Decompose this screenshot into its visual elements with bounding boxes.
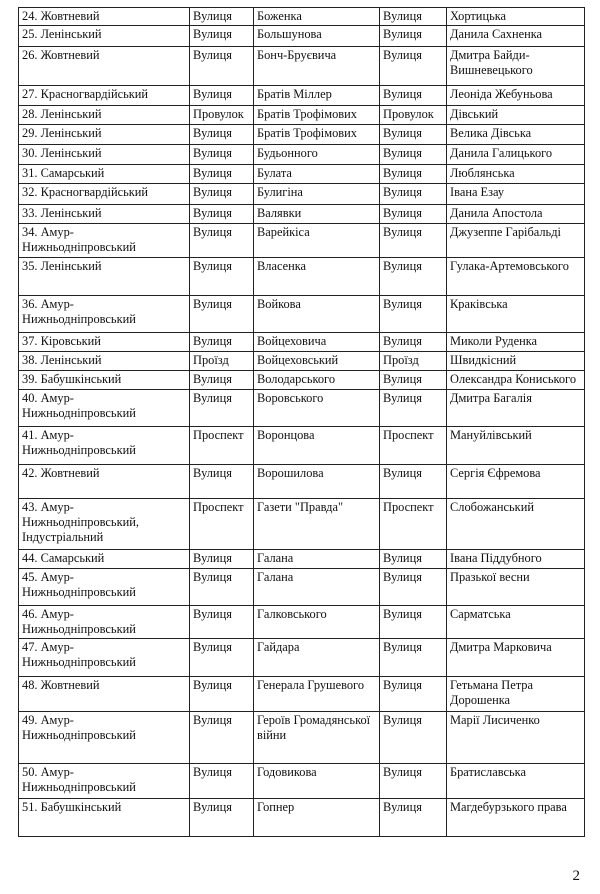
district-cell bbox=[19, 390, 190, 427]
type-old-cell: Вулиця bbox=[190, 26, 254, 47]
table-row bbox=[19, 569, 585, 606]
district-name: Ленінський bbox=[40, 27, 102, 41]
district-cell bbox=[19, 371, 190, 390]
type-new-cell: Проїзд bbox=[380, 352, 447, 371]
type-old-cell: Вулиця bbox=[190, 465, 254, 499]
type-new-cell: Вулиця bbox=[380, 606, 447, 639]
row-number: 50. bbox=[22, 765, 38, 779]
name-new-cell: Сарматська bbox=[447, 606, 585, 639]
district-name: Жовтневий bbox=[40, 678, 100, 692]
district-name: Амур-Нижньодніпровський bbox=[22, 765, 136, 794]
type-old-cell: Вулиця bbox=[190, 184, 254, 205]
row-number: 35. bbox=[22, 259, 38, 273]
district-cell bbox=[19, 550, 190, 569]
district-name: Самарський bbox=[40, 551, 105, 565]
name-old-cell: Гайдара bbox=[254, 639, 380, 677]
table-row bbox=[19, 550, 585, 569]
name-old-cell: Войцеховський bbox=[254, 352, 380, 371]
name-old-cell: Ворошилова bbox=[254, 465, 380, 499]
district-name: Самарський bbox=[40, 166, 105, 180]
name-new-cell: Джузеппе Гарібальді bbox=[447, 224, 585, 258]
row-number: 51. bbox=[22, 800, 38, 814]
name-new-cell: Івана Піддубного bbox=[447, 550, 585, 569]
district-name: Бабушкінський bbox=[40, 800, 122, 814]
type-new-cell: Вулиця bbox=[380, 550, 447, 569]
type-old-cell: Вулиця bbox=[190, 799, 254, 837]
name-old-cell: Гопнер bbox=[254, 799, 380, 837]
table-row bbox=[19, 296, 585, 333]
table-row bbox=[19, 145, 585, 165]
row-number: 33. bbox=[22, 206, 38, 220]
type-old-cell: Провулок bbox=[190, 106, 254, 125]
name-old-cell: Братів Міллер bbox=[254, 86, 380, 106]
type-old-cell: Вулиця bbox=[190, 569, 254, 606]
district-name: Амур-Нижньодніпровський bbox=[22, 428, 136, 457]
row-number: 36. bbox=[22, 297, 38, 311]
page-number: 2 bbox=[572, 868, 580, 884]
type-new-cell: Вулиця bbox=[380, 465, 447, 499]
name-new-cell: Гулака-Артемовського bbox=[447, 258, 585, 296]
name-new-cell: Краківська bbox=[447, 296, 585, 333]
type-old-cell: Вулиця bbox=[190, 258, 254, 296]
table-row bbox=[19, 390, 585, 427]
type-new-cell: Вулиця bbox=[380, 125, 447, 145]
type-new-cell: Проспект bbox=[380, 499, 447, 550]
row-number: 40. bbox=[22, 391, 38, 405]
row-number: 28. bbox=[22, 107, 38, 121]
district-cell bbox=[19, 205, 190, 224]
table-row bbox=[19, 639, 585, 677]
district-cell bbox=[19, 47, 190, 86]
district-cell bbox=[19, 184, 190, 205]
district-name: Красногвардійський bbox=[40, 87, 149, 101]
name-new-cell: Велика Дівська bbox=[447, 125, 585, 145]
table-row bbox=[19, 677, 585, 712]
type-old-cell: Вулиця bbox=[190, 371, 254, 390]
district-cell bbox=[19, 224, 190, 258]
table-row bbox=[19, 165, 585, 184]
type-new-cell: Вулиця bbox=[380, 224, 447, 258]
district-name: Кіровський bbox=[40, 334, 101, 348]
district-name: Амур-Нижньодніпровський bbox=[22, 391, 136, 420]
type-new-cell: Вулиця bbox=[380, 333, 447, 352]
type-old-cell: Вулиця bbox=[190, 639, 254, 677]
row-number: 34. bbox=[22, 225, 38, 239]
row-number: 24. bbox=[22, 9, 38, 23]
name-old-cell: Годовикова bbox=[254, 764, 380, 799]
district-cell bbox=[19, 26, 190, 47]
name-old-cell: Войкова bbox=[254, 296, 380, 333]
name-new-cell: Данила Галицького bbox=[447, 145, 585, 165]
type-old-cell: Вулиця bbox=[190, 125, 254, 145]
name-new-cell: Дівський bbox=[447, 106, 585, 125]
row-number: 38. bbox=[22, 353, 38, 367]
name-new-cell: Празької весни bbox=[447, 569, 585, 606]
name-new-cell: Хортицька bbox=[447, 8, 585, 26]
type-old-cell: Вулиця bbox=[190, 296, 254, 333]
name-new-cell: Магдебурзького права bbox=[447, 799, 585, 837]
district-name: Амур-Нижньодніпровський bbox=[22, 607, 136, 636]
table-row bbox=[19, 333, 585, 352]
table-row bbox=[19, 712, 585, 764]
table-row bbox=[19, 8, 585, 26]
type-new-cell: Вулиця bbox=[380, 205, 447, 224]
type-old-cell: Вулиця bbox=[190, 606, 254, 639]
district-name: Ленінський bbox=[40, 107, 102, 121]
type-old-cell: Проспект bbox=[190, 499, 254, 550]
row-number: 26. bbox=[22, 48, 38, 62]
district-cell bbox=[19, 333, 190, 352]
name-new-cell: Дмитра Байди-Вишневецького bbox=[447, 47, 585, 86]
name-new-cell: Миколи Руденка bbox=[447, 333, 585, 352]
name-old-cell: Володарського bbox=[254, 371, 380, 390]
name-new-cell: Данила Сахненка bbox=[447, 26, 585, 47]
table-row bbox=[19, 86, 585, 106]
row-number: 29. bbox=[22, 126, 38, 140]
district-name: Амур-Нижньодніпровський bbox=[22, 570, 136, 599]
district-cell bbox=[19, 352, 190, 371]
district-name: Ленінський bbox=[40, 259, 102, 273]
type-old-cell: Вулиця bbox=[190, 205, 254, 224]
row-number: 32. bbox=[22, 185, 38, 199]
name-old-cell: Галковського bbox=[254, 606, 380, 639]
name-new-cell: Мануйлівський bbox=[447, 427, 585, 465]
type-new-cell: Проспект bbox=[380, 427, 447, 465]
type-new-cell: Вулиця bbox=[380, 569, 447, 606]
name-old-cell: Большунова bbox=[254, 26, 380, 47]
type-new-cell: Вулиця bbox=[380, 371, 447, 390]
table-row bbox=[19, 125, 585, 145]
table-row bbox=[19, 184, 585, 205]
name-new-cell: Слобожанський bbox=[447, 499, 585, 550]
row-number: 31. bbox=[22, 166, 38, 180]
row-number: 25. bbox=[22, 27, 38, 41]
table-row bbox=[19, 465, 585, 499]
district-name: Ленінський bbox=[40, 353, 102, 367]
district-name: Амур-Нижньодніпровський bbox=[22, 713, 136, 742]
name-new-cell: Швидкісний bbox=[447, 352, 585, 371]
type-old-cell: Вулиця bbox=[190, 47, 254, 86]
name-old-cell: Бонч-Бруєвича bbox=[254, 47, 380, 86]
district-name: Ленінський bbox=[40, 126, 102, 140]
district-name: Ленінський bbox=[40, 206, 102, 220]
district-cell bbox=[19, 799, 190, 837]
name-new-cell: Івана Езау bbox=[447, 184, 585, 205]
name-old-cell: Власенка bbox=[254, 258, 380, 296]
name-old-cell: Валявки bbox=[254, 205, 380, 224]
district-cell bbox=[19, 499, 190, 550]
table-row bbox=[19, 26, 585, 47]
type-new-cell: Вулиця bbox=[380, 8, 447, 26]
row-number: 49. bbox=[22, 713, 38, 727]
type-old-cell: Вулиця bbox=[190, 165, 254, 184]
name-new-cell: Олександра Кониського bbox=[447, 371, 585, 390]
district-cell bbox=[19, 86, 190, 106]
row-number: 43. bbox=[22, 500, 38, 514]
district-cell bbox=[19, 639, 190, 677]
type-new-cell: Вулиця bbox=[380, 145, 447, 165]
district-cell bbox=[19, 764, 190, 799]
name-new-cell: Марії Лисиченко bbox=[447, 712, 585, 764]
name-old-cell: Войцеховича bbox=[254, 333, 380, 352]
district-cell bbox=[19, 606, 190, 639]
type-new-cell: Вулиця bbox=[380, 639, 447, 677]
type-old-cell: Вулиця bbox=[190, 86, 254, 106]
type-old-cell: Вулиця bbox=[190, 224, 254, 258]
type-new-cell: Вулиця bbox=[380, 86, 447, 106]
name-new-cell: Братиславська bbox=[447, 764, 585, 799]
name-old-cell: Будьонного bbox=[254, 145, 380, 165]
district-name: Жовтневий bbox=[40, 48, 100, 62]
district-name: Красногвардійський bbox=[40, 185, 149, 199]
name-old-cell: Братів Трофімових bbox=[254, 125, 380, 145]
table-row bbox=[19, 205, 585, 224]
type-new-cell: Вулиця bbox=[380, 165, 447, 184]
type-new-cell: Вулиця bbox=[380, 799, 447, 837]
name-old-cell: Булата bbox=[254, 165, 380, 184]
table-row bbox=[19, 799, 585, 837]
district-cell bbox=[19, 296, 190, 333]
table-row bbox=[19, 106, 585, 125]
type-new-cell: Вулиця bbox=[380, 258, 447, 296]
type-new-cell: Вулиця bbox=[380, 296, 447, 333]
type-new-cell: Вулиця bbox=[380, 764, 447, 799]
district-name: Бабушкінський bbox=[40, 372, 122, 386]
type-new-cell: Вулиця bbox=[380, 184, 447, 205]
renaming-table bbox=[18, 7, 585, 837]
type-old-cell: Вулиця bbox=[190, 550, 254, 569]
district-name: Ленінський bbox=[40, 146, 102, 160]
name-new-cell: Данила Апостола bbox=[447, 205, 585, 224]
row-number: 41. bbox=[22, 428, 38, 442]
district-cell bbox=[19, 165, 190, 184]
name-old-cell: Генерала Грушевого bbox=[254, 677, 380, 712]
district-cell bbox=[19, 712, 190, 764]
name-old-cell: Газети "Правда" bbox=[254, 499, 380, 550]
name-old-cell: Боженка bbox=[254, 8, 380, 26]
row-number: 42. bbox=[22, 466, 38, 480]
type-old-cell: Проїзд bbox=[190, 352, 254, 371]
district-cell bbox=[19, 465, 190, 499]
district-cell bbox=[19, 106, 190, 125]
row-number: 39. bbox=[22, 372, 38, 386]
name-old-cell: Варейкіса bbox=[254, 224, 380, 258]
table-row bbox=[19, 427, 585, 465]
type-old-cell: Вулиця bbox=[190, 145, 254, 165]
row-number: 47. bbox=[22, 640, 38, 654]
row-number: 46. bbox=[22, 607, 38, 621]
district-name: Амур-Нижньодніпровський bbox=[22, 297, 136, 326]
district-name: Амур-Нижньодніпровський, Індустріальний bbox=[22, 500, 139, 544]
name-old-cell: Воронцова bbox=[254, 427, 380, 465]
district-cell bbox=[19, 145, 190, 165]
type-new-cell: Провулок bbox=[380, 106, 447, 125]
type-old-cell: Вулиця bbox=[190, 333, 254, 352]
name-new-cell: Дмитра Багалія bbox=[447, 390, 585, 427]
type-new-cell: Вулиця bbox=[380, 390, 447, 427]
type-old-cell: Вулиця bbox=[190, 712, 254, 764]
district-cell bbox=[19, 258, 190, 296]
type-new-cell: Вулиця bbox=[380, 677, 447, 712]
district-cell bbox=[19, 677, 190, 712]
type-new-cell: Вулиця bbox=[380, 26, 447, 47]
row-number: 44. bbox=[22, 551, 38, 565]
name-old-cell: Булигіна bbox=[254, 184, 380, 205]
district-cell bbox=[19, 8, 190, 26]
table-row bbox=[19, 47, 585, 86]
name-old-cell: Воровського bbox=[254, 390, 380, 427]
table-row bbox=[19, 352, 585, 371]
table-row bbox=[19, 499, 585, 550]
type-old-cell: Вулиця bbox=[190, 390, 254, 427]
name-old-cell: Галана bbox=[254, 550, 380, 569]
table-row bbox=[19, 371, 585, 390]
district-cell bbox=[19, 125, 190, 145]
row-number: 48. bbox=[22, 678, 38, 692]
table-row bbox=[19, 606, 585, 639]
district-name: Амур-Нижньодніпровський bbox=[22, 225, 136, 254]
district-name: Жовтневий bbox=[40, 9, 100, 23]
name-new-cell: Леоніда Жебуньова bbox=[447, 86, 585, 106]
row-number: 27. bbox=[22, 87, 38, 101]
name-old-cell: Галана bbox=[254, 569, 380, 606]
type-old-cell: Вулиця bbox=[190, 677, 254, 712]
district-cell bbox=[19, 569, 190, 606]
district-name: Амур-Нижньодніпровський bbox=[22, 640, 136, 669]
row-number: 37. bbox=[22, 334, 38, 348]
name-new-cell: Сергія Єфремова bbox=[447, 465, 585, 499]
type-old-cell: Проспект bbox=[190, 427, 254, 465]
district-name: Жовтневий bbox=[40, 466, 100, 480]
row-number: 45. bbox=[22, 570, 38, 584]
table-row bbox=[19, 764, 585, 799]
table-row bbox=[19, 258, 585, 296]
table-row bbox=[19, 224, 585, 258]
type-new-cell: Вулиця bbox=[380, 712, 447, 764]
type-new-cell: Вулиця bbox=[380, 47, 447, 86]
name-old-cell: Героїв Громадянської війни bbox=[254, 712, 380, 764]
name-new-cell: Дмитра Марковича bbox=[447, 639, 585, 677]
district-cell bbox=[19, 427, 190, 465]
name-new-cell: Люблянська bbox=[447, 165, 585, 184]
type-old-cell: Вулиця bbox=[190, 764, 254, 799]
name-old-cell: Братів Трофімових bbox=[254, 106, 380, 125]
name-new-cell: Гетьмана Петра Дорошенка bbox=[447, 677, 585, 712]
type-old-cell: Вулиця bbox=[190, 8, 254, 26]
row-number: 30. bbox=[22, 146, 38, 160]
